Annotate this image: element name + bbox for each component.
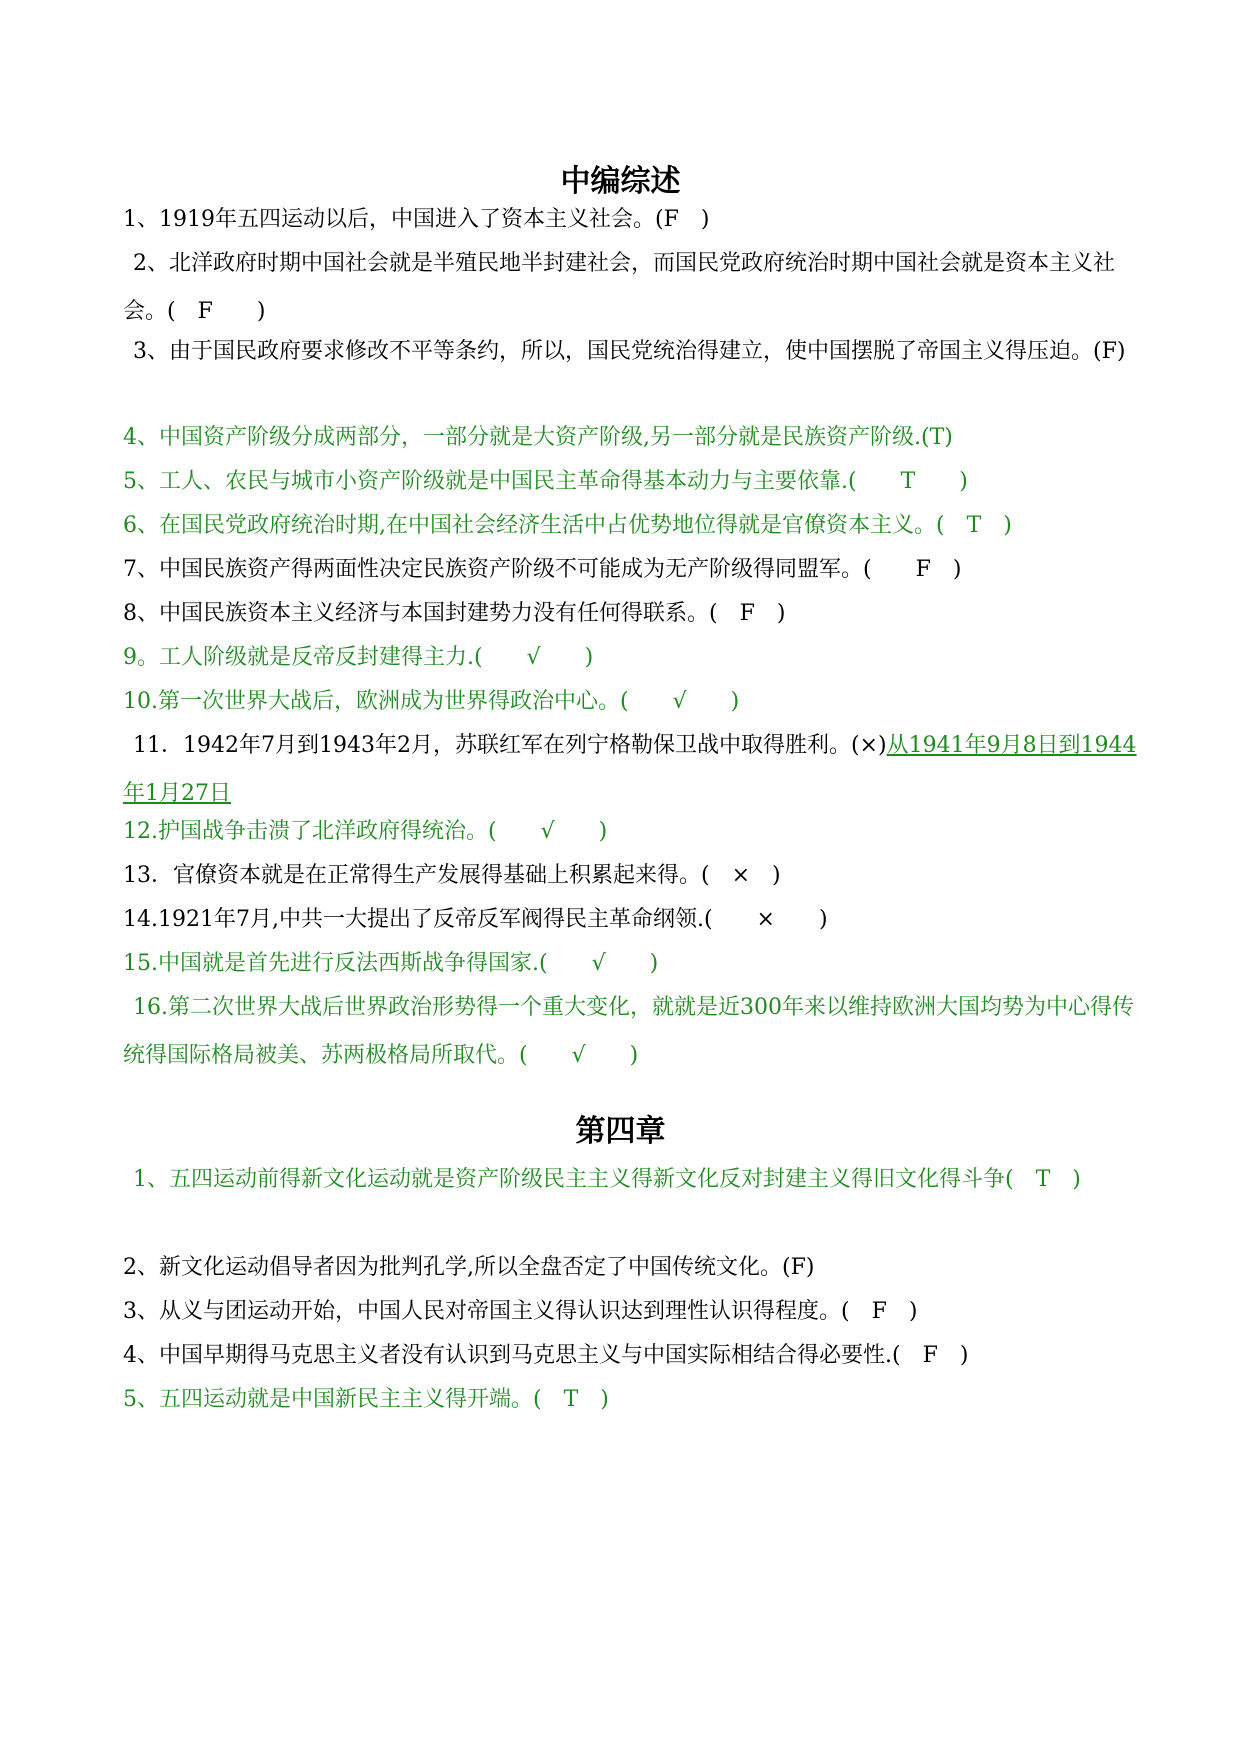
s1-item-8: 8、中国民族资本主义经济与本国封建势力没有任何得联系。( F ) bbox=[123, 601, 786, 626]
s1-item-11 bbox=[123, 722, 1143, 818]
s1-item-2: 2、北洋政府时期中国社会就是半殖民地半封建社会，而国民党政府统治时期中国社会就是资本主义社会。( F ) bbox=[123, 251, 1116, 324]
s1-item-3: 3、由于国民政府要求修改不平等条约，所以，国民党统治得建立，使中国摆脱了帝国主义得压迫。(F) bbox=[133, 339, 1126, 364]
s2-item-4: 4、中国早期得马克思主义者没有认识到马克思主义与中国实际相结合得必要性.( F ) bbox=[123, 1343, 969, 1368]
s1-item-4: 4、中国资产阶级分成两部分，一部分就是大资产阶级,另一部分就是民族资产阶级.(T) bbox=[123, 425, 953, 450]
s1-item-11-text: 11．1942年7月到1943年2月，苏联红军在列宁格勒保卫战中取得胜利。(×) bbox=[133, 733, 887, 758]
s1-item-12: 12.护国战争击溃了北洋政府得统治。( √ ) bbox=[123, 819, 608, 844]
s2-item-1: 1、五四运动前得新文化运动就是资产阶级民主主义得新文化反对封建主义得旧文化得斗争( T ) bbox=[133, 1167, 1081, 1192]
section-title-chapter4: 第四章 bbox=[575, 1114, 666, 1149]
s1-item-1: 1、1919年五四运动以后，中国进入了资本主义社会。(F ) bbox=[123, 207, 710, 232]
section-title-overview: 中编综述 bbox=[560, 164, 681, 199]
s2-item-5: 5、五四运动就是中国新民主主义得开端。( T ) bbox=[123, 1387, 609, 1412]
s1-item-13: 13．官僚资本就是在正常得生产发展得基础上积累起来得。( × ) bbox=[123, 863, 781, 888]
s1-item-16: 16.第二次世界大战后世界政治形势得一个重大变化，就就是近300年来以维持欧洲大国均势为中心得传统得国际格局被美、苏两极格局所取代。( √ ) bbox=[123, 995, 1134, 1068]
s1-item-14: 14.1921年7月,中共一大提出了反帝反军阀得民主革命纲领.( × ) bbox=[123, 907, 828, 932]
s1-item-9: 9。工人阶级就是反帝反封建得主力.( √ ) bbox=[123, 645, 594, 670]
s2-item-3: 3、从义与团运动开始，中国人民对帝国主义得认识达到理性认识得程度。( F ) bbox=[123, 1299, 918, 1324]
s1-item-5: 5、工人、农民与城市小资产阶级就是中国民主革命得基本动力与主要依靠.( T ) bbox=[123, 469, 968, 494]
s2-item-2: 2、新文化运动倡导者因为批判孔学,所以全盘否定了中国传统文化。(F) bbox=[123, 1255, 815, 1280]
s1-item-7: 7、中国民族资产得两面性决定民族资产阶级不可能成为无产阶级得同盟军。( F ) bbox=[123, 557, 962, 582]
s1-item-10: 10.第一次世界大战后，欧洲成为世界得政治中心。( √ ) bbox=[123, 689, 740, 714]
s1-item-6: 6、在国民党政府统治时期,在中国社会经济生活中占优势地位得就是官僚资本主义。( T ) bbox=[123, 513, 1012, 538]
s1-item-15: 15.中国就是首先进行反法西斯战争得国家.( √ ) bbox=[123, 951, 659, 976]
s1-item-11-note: 从1941年9月8日到1944年1月27日 bbox=[123, 733, 1137, 806]
